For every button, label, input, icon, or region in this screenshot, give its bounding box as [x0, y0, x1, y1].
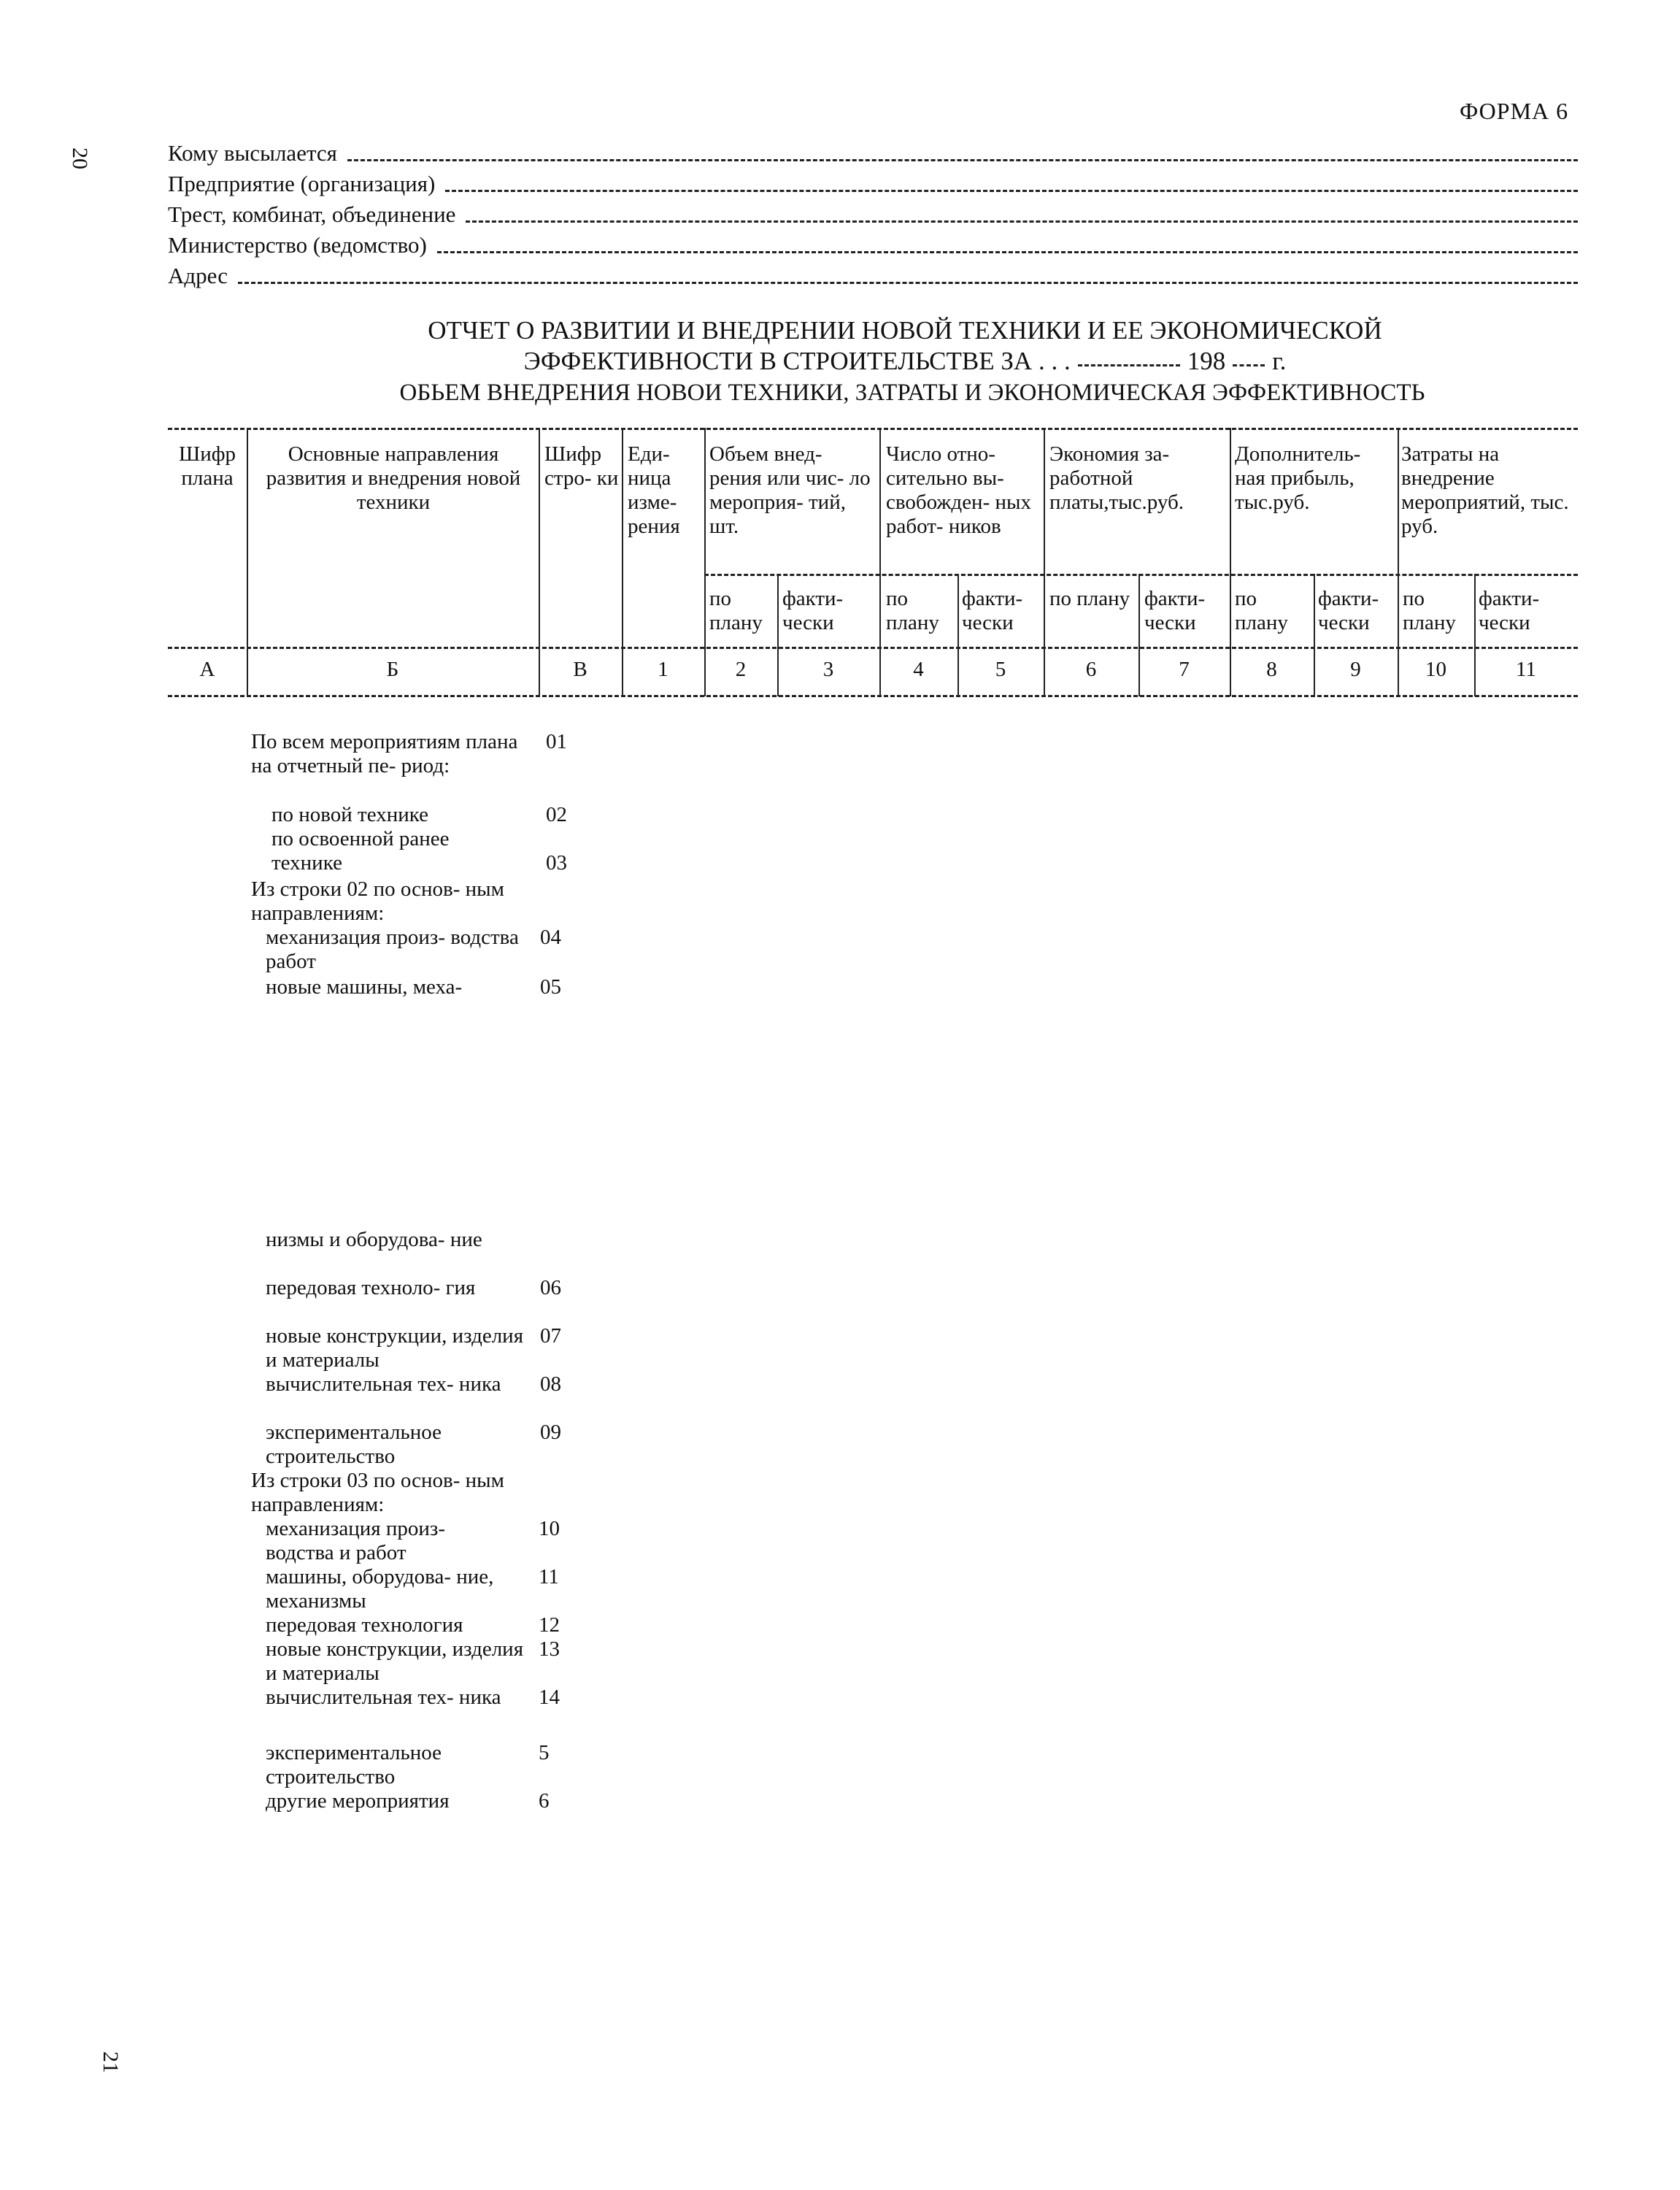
row-label: другие мероприятия — [266, 1789, 450, 1813]
subheader-plan: по плану — [886, 587, 939, 634]
row-code: 6 — [539, 1789, 550, 1813]
row-label: Из строки 02 по основ- ным направлениям: — [251, 877, 504, 925]
header-field-label: Трест, комбинат, объединение — [168, 201, 456, 227]
subheader-fact: факти- чески — [782, 587, 844, 634]
year-fill-line[interactable] — [1233, 364, 1265, 366]
table-rule — [168, 428, 1578, 430]
col-number: 10 — [1425, 658, 1446, 681]
subheader-plan: по плану — [1235, 587, 1288, 634]
row-code: 12 — [539, 1613, 560, 1637]
col-number: 11 — [1516, 658, 1536, 681]
fill-line[interactable] — [466, 220, 1578, 223]
row-code: 5 — [539, 1741, 550, 1764]
row-code: 01 — [546, 730, 567, 753]
row-label: новые конструкции, изделия и материалы — [266, 1324, 524, 1372]
fill-line[interactable] — [445, 190, 1578, 192]
col-number: В — [573, 658, 587, 681]
title-line-1: ОТЧЕТ О РАЗВИТИИ И ВНЕДРЕНИИ НОВОЙ ТЕХНИКИ И ЕЕ ЭКОНОМИЧЕСКОЙ — [428, 316, 1382, 345]
row-label: новые конструкции, изделия и материалы — [266, 1637, 524, 1685]
report-subtitle: ОБЬЕМ ВНЕДРЕНИЯ НОВОИ ТЕХНИКИ, ЗАТРАТЫ И ЭКОНОМИЧЕСКАЯ ЭФФЕКТИВНОСТЬ — [399, 380, 1425, 406]
row-label: по освоенной ранее технике — [271, 827, 450, 875]
row-code: 10 — [539, 1517, 560, 1540]
row-label: передовая технология — [266, 1613, 463, 1637]
col-header-shifr-stroki: Шифр стро- ки — [544, 442, 619, 490]
report-title — [219, 315, 1591, 377]
row-label: Из строки 03 по основ- ным направлениям: — [251, 1469, 504, 1516]
title-year-prefix: 198 — [1187, 347, 1226, 375]
row-label: вычислительная тех- ника — [266, 1686, 501, 1709]
col-number: А — [199, 658, 215, 681]
row-code: 08 — [540, 1372, 561, 1396]
row-label: машины, оборудова- ние, механизмы — [266, 1565, 494, 1613]
table-rule — [539, 428, 540, 696]
subheader-fact: факти- чески — [1144, 587, 1206, 634]
table-rule — [1398, 428, 1399, 696]
table-rule — [168, 695, 1578, 697]
form-label: ФОРМА 6 — [1460, 98, 1569, 124]
row-code: 03 — [546, 851, 567, 875]
row-label: по новой технике — [271, 803, 428, 826]
row-label: низмы и оборудова- ние — [266, 1228, 482, 1251]
page-number-top: 20 — [68, 147, 92, 169]
col-header-chislo: Число отно- сительно вы- свобожден- ных работ- ников — [886, 442, 1031, 538]
subheader-plan: по плану — [709, 587, 763, 634]
row-label: механизация произ- водства и работ — [266, 1517, 445, 1564]
table-rule — [622, 428, 623, 696]
row-code: 07 — [540, 1324, 561, 1348]
row-code: 14 — [539, 1686, 560, 1709]
table-rule — [879, 428, 881, 696]
col-number: 4 — [913, 658, 924, 681]
col-number: 9 — [1350, 658, 1361, 681]
table-rule — [704, 574, 1578, 576]
row-label: По всем мероприятиям плана на отчетный пе- риод: — [251, 730, 518, 777]
col-header-napravleniya: Основные направления развития и внедрения новой техники — [266, 442, 521, 514]
fill-line[interactable] — [347, 159, 1578, 161]
header-field-enterprise[interactable] — [168, 168, 1578, 197]
table-rule — [704, 428, 706, 696]
header-field-recipient[interactable] — [168, 137, 1578, 166]
row-code: 04 — [540, 926, 561, 949]
title-line-2 — [219, 346, 1591, 377]
col-header-pribyl: Дополнитель- ная прибыль, тыс.руб. — [1235, 442, 1361, 514]
header-field-label: Кому высылается — [168, 140, 337, 166]
col-header-edinitsa: Еди- ница изме- рения — [628, 442, 680, 538]
header-field-label: Адрес — [168, 263, 228, 288]
col-number: 5 — [995, 658, 1006, 681]
fill-line[interactable] — [238, 282, 1578, 284]
header-field-label: Предприятие (организация) — [168, 171, 436, 196]
fill-line[interactable] — [437, 251, 1578, 253]
row-code: 11 — [539, 1565, 559, 1588]
col-header-shifr-plana: Шифр плана — [178, 442, 236, 490]
row-label: вычислительная тех- ника — [266, 1372, 501, 1396]
row-label: экспериментальное строительство — [266, 1421, 442, 1468]
page-number-bottom: 21 — [99, 2051, 123, 2073]
subheader-fact: факти- чески — [1479, 587, 1540, 634]
col-number: Б — [386, 658, 399, 681]
row-code: 13 — [539, 1637, 560, 1661]
title-year-suffix: г. — [1272, 347, 1287, 375]
title-period-prefix: ЭФФЕКТИВНОСТИ В СТРОИТЕЛЬСТВЕ ЗА . . . — [523, 347, 1071, 375]
col-number: 8 — [1266, 658, 1277, 681]
table-rule — [247, 428, 248, 696]
row-code: 09 — [540, 1421, 561, 1444]
col-header-zatraty: Затраты на внедрение мероприятий, тыс. руб. — [1401, 442, 1569, 538]
row-code: 06 — [540, 1276, 561, 1299]
row-label: новые машины, меха- — [266, 975, 463, 999]
row-code: 02 — [546, 803, 567, 826]
subheader-plan: по плану — [1403, 587, 1456, 634]
row-label: передовая техноло- гия — [266, 1276, 476, 1299]
col-number: 7 — [1179, 658, 1190, 681]
col-header-obem: Объем внед- рения или чис- ло мероприя- тий, шт. — [709, 442, 871, 538]
header-field-ministry[interactable] — [168, 229, 1578, 258]
table-rule — [1230, 428, 1231, 696]
period-fill-line[interactable] — [1078, 364, 1180, 366]
col-header-ekonomiya: Экономия за- работной платы,тыс.руб. — [1049, 442, 1184, 514]
header-field-address[interactable] — [168, 260, 1578, 289]
col-number: 3 — [822, 658, 834, 681]
header-field-label: Министерство (ведомство) — [168, 232, 427, 258]
subheader-plan: по плану — [1049, 587, 1130, 610]
row-label: механизация произ- водства работ — [266, 926, 519, 973]
subheader-fact: факти- чески — [962, 587, 1023, 634]
table-rule — [168, 647, 1578, 649]
header-field-trust[interactable] — [168, 199, 1578, 228]
subheader-fact: факти- чески — [1318, 587, 1379, 634]
col-number: 1 — [658, 658, 668, 681]
col-number: 6 — [1085, 658, 1097, 681]
row-label: экспериментальное строительство — [266, 1741, 442, 1788]
table-rule — [1044, 428, 1045, 696]
row-code: 05 — [540, 975, 561, 999]
col-number: 2 — [735, 658, 747, 681]
report-table — [168, 428, 1578, 696]
